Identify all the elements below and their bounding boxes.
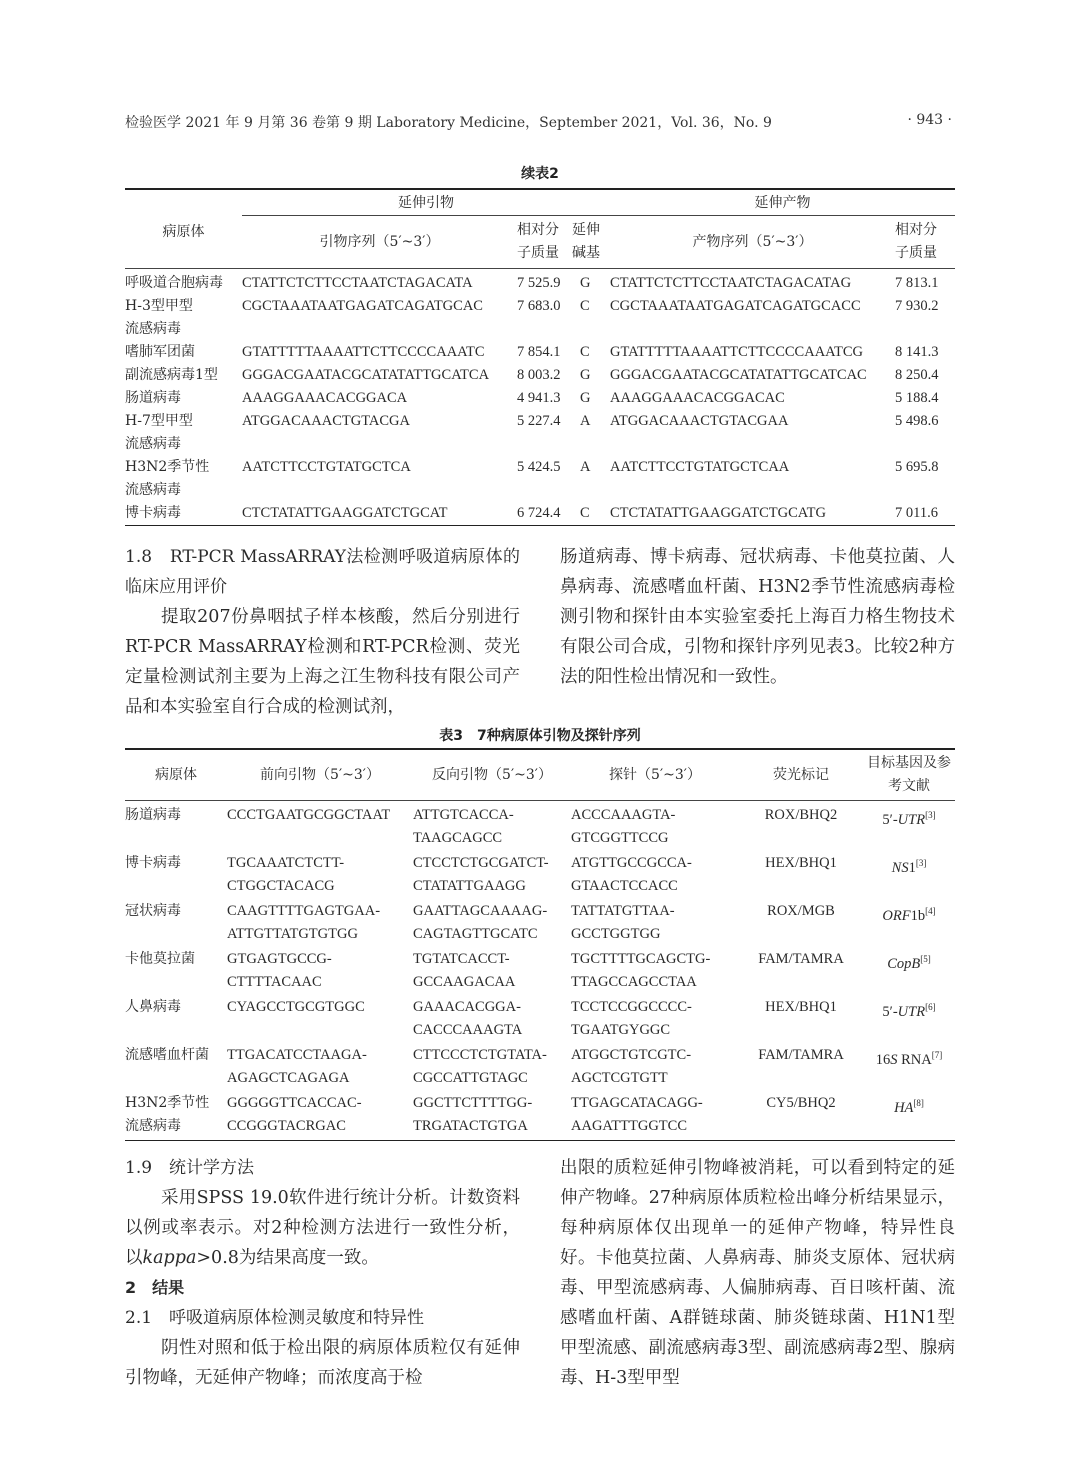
product-mass-cell: 5 498.6 (895, 413, 939, 429)
probe-cell: TATTATGTTAA- GCCTGGTGG (571, 903, 675, 942)
right-column-bottom (560, 1153, 955, 1393)
pathogen-cell: 博卡病毒 (125, 855, 181, 871)
primer-mass-cell: 5 424.5 (517, 459, 561, 475)
ext-base-cell: C (580, 344, 590, 360)
section-2-1-body-cont: 出限的质粒延伸引物峰被消耗，可以看到特定的延伸产物峰。27种病原体质粒检出峰分析结果显示，每种病原体仅出现单一的延伸产物峰，特异性良好。卡他莫拉菌、人鼻病毒、肺炎支原体、冠状病毒、甲型流感病毒、人偏肺病毒、百日咳杆菌、流感嗜血杆菌、A群链球菌、肺炎链球菌、H1N1型甲型流感、副流感病毒3型、副流感病毒2型、腺病毒、H-3型甲型 (560, 1158, 955, 1388)
target-gene-cell: 5′-UTR[3] (882, 810, 936, 828)
pathogen-cell: 嗜肺军团菌 (125, 344, 195, 360)
forward-primer-cell: CCCTGAATGCGGCTAAT (227, 807, 391, 823)
product-mass-cell: 7 813.1 (895, 275, 939, 291)
primer-mass-cell: 7 525.9 (517, 275, 561, 291)
primer-seq-cell: AAAGGAAACACGGACA (242, 390, 408, 406)
product-mass-cell: 8 250.4 (895, 367, 939, 383)
table-row (125, 900, 955, 948)
t2-head-product-mass: 相对分 子质量 (895, 222, 937, 261)
table-row (125, 269, 955, 296)
pathogen-cell: 肠道病毒 (125, 390, 181, 406)
forward-primer-cell: TGCAAATCTCTT- CTGGCTACACG (227, 855, 345, 894)
probe-cell: TCCTCCGGCCCC- TGAATGYGGC (571, 999, 692, 1038)
table-row (125, 996, 955, 1044)
reverse-primer-cell: GGCTTCTTTTGG- TRGATACTGTGA (413, 1095, 533, 1134)
pathogen-cell: H-3型甲型 流感病毒 (125, 298, 193, 337)
pathogen-cell: 呼吸道合胞病毒 (125, 275, 223, 291)
forward-primer-cell: GGGGGTTCACCAC- CCGGGTACRGAC (227, 1095, 362, 1134)
left-column-bottom (125, 1153, 520, 1393)
target-gene-cell: HA[8] (894, 1098, 924, 1116)
table-row (125, 502, 955, 526)
primer-seq-cell: GGGACGAATACGCATATATTGCATCA (242, 367, 490, 383)
target-gene-cell: 16S RNA[7] (875, 1050, 943, 1068)
t3-head-fluor: 荧光标记 (773, 766, 829, 783)
section-1-9-title: 1.9 统计学方法 (125, 1158, 255, 1178)
primer-mass-cell: 5 227.4 (517, 413, 561, 429)
section-1-9-body: 采用SPSS 19.0软件进行统计分析。计数资料以例或率表示。对2种检测方法进行一致性分析，以kappa>0.8为结果高度一致。 (125, 1188, 520, 1268)
forward-primer-cell: CYAGCCTGCGTGGC (227, 999, 365, 1015)
target-gene-cell: CopB[5] (887, 954, 931, 972)
table-row (125, 801, 955, 853)
primer-mass-cell: 4 941.3 (517, 390, 561, 406)
product-seq-cell: CGCTAAATAATGAGATCAGATGCACC (610, 298, 861, 314)
ext-base-cell: A (580, 459, 591, 475)
ext-base-cell: A (580, 413, 591, 429)
product-mass-cell: 5 695.8 (895, 459, 939, 475)
probe-cell: ATGTTGCCGCCA- GTAACTCCACC (571, 855, 692, 894)
t2-head-primer-seq: 引物序列（5′~3′） (319, 233, 440, 250)
primer-mass-cell: 7 854.1 (517, 344, 561, 360)
section-2-1-title: 2.1 呼吸道病原体检测灵敏度和特异性 (125, 1308, 425, 1328)
section-2-1-body: 阴性对照和低于检出限的病原体质粒仅有延伸引物峰，无延伸产物峰；而浓度高于检 (125, 1338, 520, 1388)
page-number: · 943 · (907, 112, 952, 128)
product-mass-cell: 5 188.4 (895, 390, 939, 406)
table-row (125, 1092, 955, 1141)
table-row (125, 1044, 955, 1092)
t3-head-target: 目标基因及参 考文献 (867, 755, 951, 794)
primer-mass-cell: 7 683.0 (517, 298, 561, 314)
ext-base-cell: G (580, 275, 591, 291)
table3 (125, 748, 955, 1141)
target-gene-cell: NS1[3] (891, 858, 927, 876)
t2-head-product-seq: 产物序列（5′~3′） (692, 233, 813, 250)
table3-caption: 表3 7种病原体引物及探针序列 (439, 728, 641, 744)
fluor-label-cell: ROX/MGB (767, 903, 835, 919)
ext-base-cell: C (580, 298, 590, 314)
pathogen-cell: 副流感病毒1型 (125, 367, 218, 383)
pathogen-cell: H-7型甲型 流感病毒 (125, 413, 193, 452)
probe-cell: TGCTTTTGCAGCTG- TTAGCCAGCCTAA (571, 951, 711, 990)
section-2-title: 2 结果 (125, 1278, 185, 1297)
primer-seq-cell: GTATTTTTAAAATTCTTCCCCAAATC (242, 344, 485, 360)
ext-base-cell: C (580, 505, 590, 521)
forward-primer-cell: TTGACATCCTAAGA- AGAGCTCAGAGA (227, 1047, 367, 1086)
reverse-primer-cell: CTTCCCTCTGTATA- CGCCATTGTAGC (413, 1047, 547, 1086)
table2-body (125, 269, 955, 526)
target-gene-cell: ORF1b[4] (882, 906, 936, 924)
running-header: 检验医学 2021 年 9 月第 36 卷第 9 期 Laboratory Medicine，September 2021，Vol. 36，No. 9 (125, 115, 772, 131)
fluor-label-cell: FAM/TAMRA (758, 951, 844, 967)
table-row (125, 341, 955, 364)
table-row (125, 410, 955, 456)
ext-base-cell: G (580, 390, 591, 406)
table-row (125, 295, 955, 341)
reverse-primer-cell: GAATTAGCAAAAG- CAGTAGTTGCATC (413, 903, 548, 942)
primer-seq-cell: CTATTCTCTTCCTAATCTAGACATA (242, 275, 473, 291)
section-1-8-body: 提取207份鼻咽拭子样本核酸，然后分别进行RT-PCR MassARRAY检测和RT-PCR检测、荧光定量检测试剂主要为上海之江生物科技有限公司产品和本实验室自行合成的检测试剂， (125, 607, 520, 717)
pathogen-cell: 肠道病毒 (125, 807, 181, 823)
reverse-primer-cell: TGTATCACCT- GCCAAGACAA (413, 951, 516, 990)
t3-head-probe: 探针（5′~3′） (609, 766, 701, 783)
pathogen-cell: 卡他莫拉菌 (125, 951, 195, 967)
t2-head-pathogen: 病原体 (162, 223, 205, 240)
product-seq-cell: GGGACGAATACGCATATATTGCATCAC (610, 367, 867, 383)
product-seq-cell: GTATTTTTAAAATTCTTCCCCAAATCG (610, 344, 864, 360)
table-row (125, 387, 955, 410)
fluor-label-cell: HEX/BHQ1 (765, 999, 837, 1015)
pathogen-cell: 流感嗜血杆菌 (125, 1047, 209, 1063)
reverse-primer-cell: GAAACACGGA- CACCCAAAGTA (413, 999, 523, 1038)
fluor-label-cell: FAM/TAMRA (758, 1047, 844, 1063)
table2 (125, 188, 955, 526)
table-row (125, 456, 955, 502)
table-row (125, 948, 955, 996)
primer-seq-cell: CGCTAAATAATGAGATCAGATGCAC (242, 298, 483, 314)
t2-head-mass: 相对分 子质量 (517, 222, 559, 261)
section-1-8-title: 1.8 RT-PCR MassARRAY法检测呼吸道病原体的临床应用评价 (125, 547, 520, 597)
target-gene-cell: 5′-UTR[6] (882, 1002, 936, 1020)
reverse-primer-cell: ATTGTCACCA- TAAGCAGCC (413, 807, 514, 846)
product-seq-cell: CTATTCTCTTCCTAATCTAGACATAG (610, 275, 852, 291)
fluor-label-cell: HEX/BHQ1 (765, 855, 837, 871)
primer-seq-cell: ATGGACAAACTGTACGA (242, 413, 411, 429)
pathogen-cell: H3N2季节性 流感病毒 (125, 1095, 210, 1134)
left-column-top (125, 542, 520, 722)
pathogen-cell: 冠状病毒 (125, 903, 181, 919)
product-mass-cell: 8 141.3 (895, 344, 939, 360)
product-seq-cell: AAAGGAAACACGGACAC (610, 390, 785, 406)
right-column-top (560, 542, 955, 692)
pathogen-cell: 人鼻病毒 (125, 999, 181, 1015)
probe-cell: TTGAGCATACAGG- AAGATTTGGTCC (571, 1095, 703, 1134)
t2-head-primer-group: 延伸引物 (242, 189, 610, 216)
primer-mass-cell: 8 003.2 (517, 367, 561, 383)
fluor-label-cell: CY5/BHQ2 (766, 1095, 836, 1111)
product-seq-cell: CTCTATATTGAAGGATCTGCATG (610, 505, 826, 521)
product-mass-cell: 7 011.6 (895, 505, 938, 521)
probe-cell: ATGGCTGTCGTC- AGCTCGTGTT (571, 1047, 692, 1086)
t3-head-fwd: 前向引物（5′~3′） (260, 766, 380, 783)
t3-head-rev: 反向引物（5′~3′） (432, 766, 552, 783)
table2-caption: 续表2 (521, 166, 559, 182)
product-seq-cell: ATGGACAAACTGTACGAA (610, 413, 789, 429)
t3-head-pathogen: 病原体 (155, 766, 197, 783)
primer-seq-cell: CTCTATATTGAAGGATCTGCAT (242, 505, 448, 521)
probe-cell: ACCCAAAGTA- GTCGGTTCCG (571, 807, 676, 846)
table3-body (125, 801, 955, 1141)
primer-mass-cell: 6 724.4 (517, 505, 561, 521)
forward-primer-cell: GTGAGTGCCG- CTTTTACAAC (227, 951, 332, 990)
pathogen-cell: H3N2季节性 流感病毒 (125, 459, 210, 498)
product-mass-cell: 7 930.2 (895, 298, 939, 314)
t2-head-product-group: 延伸产物 (610, 189, 955, 216)
pathogen-cell: 博卡病毒 (125, 505, 181, 521)
section-1-8-body-cont: 肠道病毒、博卡病毒、冠状病毒、卡他莫拉菌、人鼻病毒、流感嗜血杆菌、H3N2季节性流感病毒检测引物和探针由本实验室委托上海百力格生物技术有限公司合成，引物和探针序列见表3。比较2种方法的阳性检出情况和一致性。 (560, 547, 955, 687)
primer-seq-cell: AATCTTCCTGTATGCTCA (242, 459, 411, 475)
product-seq-cell: AATCTTCCTGTATGCTCAA (610, 459, 790, 475)
table-row (125, 852, 955, 900)
table-row (125, 364, 955, 387)
ext-base-cell: G (580, 367, 591, 383)
t2-head-ext-base: 延伸 碱基 (572, 222, 600, 261)
fluor-label-cell: ROX/BHQ2 (764, 807, 838, 823)
reverse-primer-cell: CTCCTCTGCGATCT- CTATATTGAAGG (413, 855, 549, 894)
forward-primer-cell: CAAGTTTTGAGTGAA- ATTGTTATGTGTGG (227, 903, 381, 942)
